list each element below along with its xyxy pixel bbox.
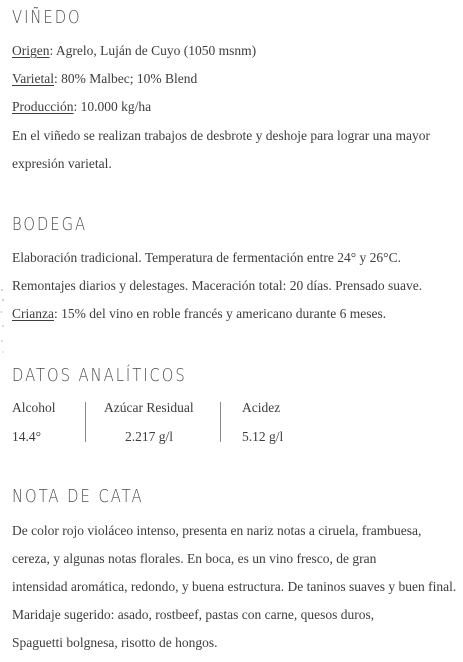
- nota-line-1: De color rojo violáceo intenso, presenta en nariz notas a ciruela, frambuesa,: [12, 523, 422, 538]
- bodega-line-2: Remontajes diarios y delestages. Maceración total: 20 días. Prensado suave.: [12, 278, 423, 293]
- vinedo-desc-line-1: En el viñedo se realizan trabajos de desbrote y deshoje para lograr una mayor: [12, 128, 430, 143]
- bodega-line-1: Elaboración tradicional. Temperatura de fermentación entre 24° y 26°C.: [12, 250, 401, 265]
- produccion-line: [12, 98, 151, 116]
- nota-line-5: Spaguetti bolgnesa, risotto de hongos.: [12, 635, 218, 650]
- produccion-value: : 10.000 kg/ha: [73, 99, 152, 114]
- alcohol-label: Alcohol: [12, 400, 56, 415]
- origen-line: [12, 42, 256, 60]
- varietal-label: Varietal: [12, 71, 54, 86]
- decorative-speckle: [0, 286, 6, 356]
- acidez-value: 5.12 g/l: [242, 429, 284, 444]
- alcohol-value: 14.4°: [12, 429, 42, 444]
- crianza-value: : 15% del vino en roble francés y americano durante 6 meses.: [53, 306, 387, 321]
- vinedo-desc-line-2: expresión varietal.: [12, 156, 112, 171]
- azucar-label: Azúcar Residual: [104, 400, 194, 415]
- produccion-label: Producción: [12, 99, 74, 114]
- nota-title: NOTA DE CATA: [12, 486, 144, 507]
- nota-line-3: intensidad aromática, redondo, y buena estructura. De taninos suaves y buen final.: [12, 579, 457, 594]
- varietal-value: : 80% Malbec; 10% Blend: [53, 71, 198, 86]
- origen-label: Origen: [12, 43, 50, 58]
- origen-value: : Agrelo, Luján de Cuyo (1050 msnm): [49, 43, 257, 58]
- datos-title: DATOS ANALÍTICOS: [12, 365, 187, 386]
- varietal-line: [12, 70, 197, 88]
- azucar-value: 2.217 g/l: [125, 429, 174, 444]
- bodega-title: BODEGA: [12, 214, 88, 235]
- nota-line-4: Maridaje sugerido: asado, rostbeef, pastas con carne, quesos duros,: [12, 607, 375, 622]
- vinedo-title: VIÑEDO: [12, 7, 82, 28]
- column-divider: [220, 402, 221, 442]
- acidez-label: Acidez: [242, 400, 281, 415]
- column-divider: [85, 402, 86, 442]
- crianza-label: Crianza: [12, 306, 54, 321]
- nota-line-2: cereza, y algunas notas florales. En boca, es un vino fresco, de gran: [12, 551, 377, 566]
- crianza-line: [12, 305, 386, 323]
